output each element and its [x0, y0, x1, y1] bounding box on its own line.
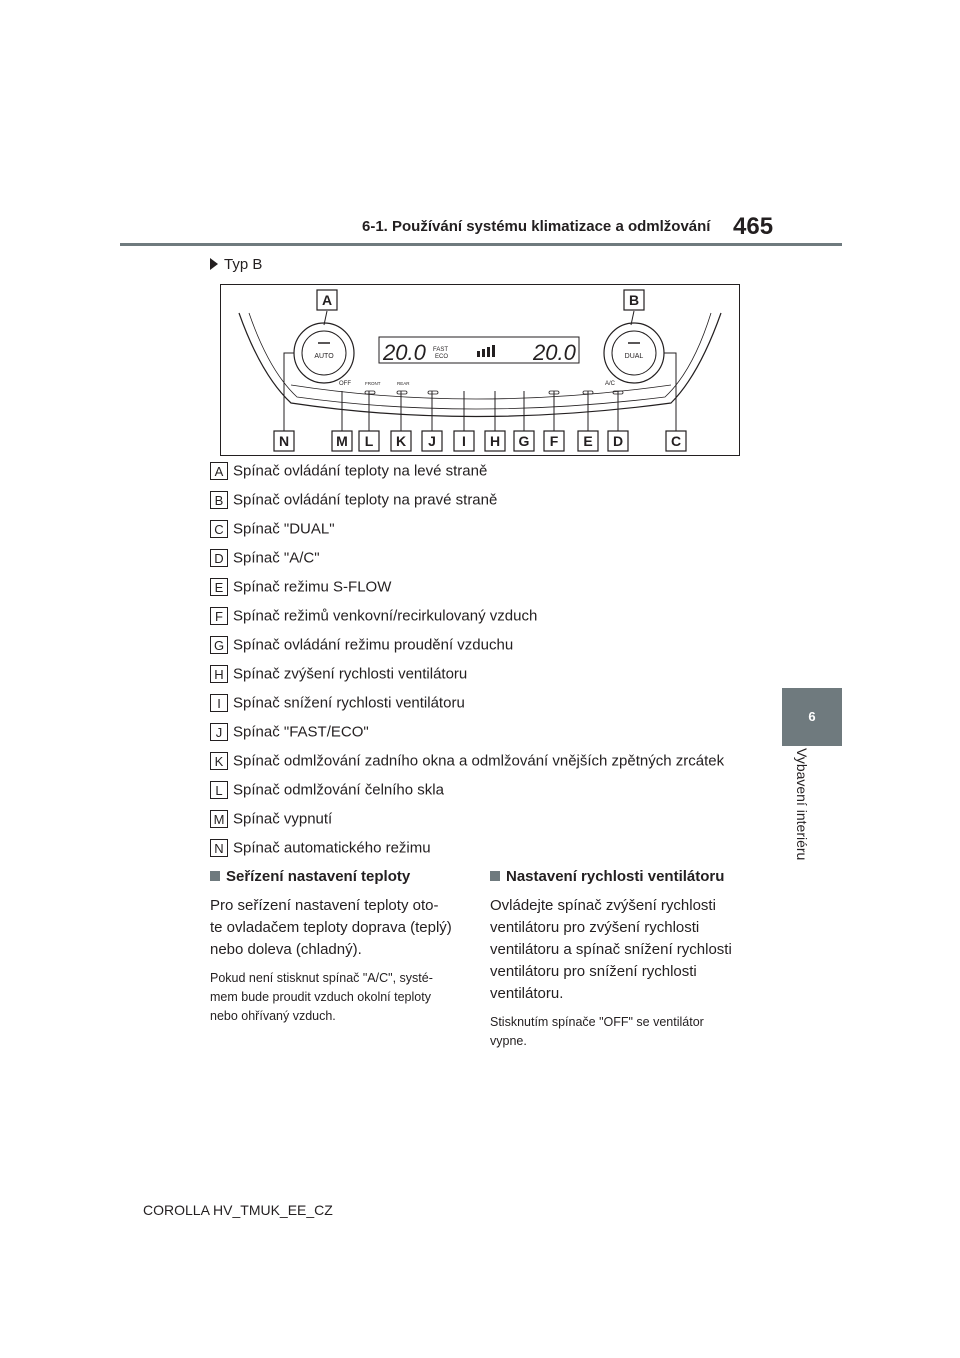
- callout-a: [317, 290, 337, 310]
- legend-item: L Spínač odmlžování čelního skla: [210, 781, 444, 801]
- auto-label: AUTO: [314, 353, 334, 360]
- temperature-section: [210, 868, 455, 1026]
- svg-text:N: N: [278, 433, 290, 449]
- legend-item: D Spínač "A/C": [210, 549, 320, 569]
- ac-label: A/C: [605, 381, 616, 387]
- callout-i: [454, 431, 474, 451]
- page-number: 465: [733, 213, 774, 240]
- callout-n: [274, 431, 294, 451]
- off-label: OFF: [339, 381, 351, 387]
- type-label: Typ B: [210, 256, 262, 273]
- callout-d: [608, 431, 628, 451]
- section-body: Pro seřízení nastavení teploty oto- te ovladačem teploty doprava (teplý) nebo doleva (chladný).: [210, 897, 452, 958]
- section-title: 6-1. Používání systému klimatizace a odmlžování: [362, 218, 711, 235]
- climate-panel-illustration: [221, 285, 739, 455]
- fast-label: FAST: [433, 347, 449, 353]
- legend-item: M Spínač vypnutí: [210, 810, 332, 830]
- legend-item: N Spínač automatického režimu: [210, 839, 431, 859]
- svg-text:E: E: [583, 433, 593, 449]
- callout-k: [391, 431, 411, 451]
- legend-item: H Spínač zvýšení rychlosti ventilátoru: [210, 665, 467, 685]
- section-note: Pokud není stisknut spínač "A/C", systé- mem bude proudit vzduch okolní teploty nebo ohřívaný vzduch.: [210, 971, 433, 1023]
- legend-item: J Spínač "FAST/ECO": [210, 723, 369, 743]
- legend-item: K Spínač odmlžování zadního okna a odmlžování vnějších zpětných zrcátek: [210, 752, 724, 772]
- section-note: Stisknutím spínače "OFF" se ventilátor vypne.: [490, 1015, 704, 1048]
- footer-model-code: COROLLA HV_TMUK_EE_CZ: [143, 1202, 333, 1218]
- svg-text:A: A: [321, 292, 333, 308]
- svg-text:D: D: [612, 433, 624, 449]
- svg-text:H: H: [489, 433, 501, 449]
- legend-item: C Spínač "DUAL": [210, 520, 335, 540]
- legend-item: E Spínač režimu S-FLOW: [210, 578, 391, 598]
- svg-text:K: K: [395, 433, 407, 449]
- triangle-arrow-icon: [210, 258, 218, 270]
- temp-right: 20.0: [533, 340, 576, 365]
- svg-text:G: G: [518, 433, 530, 449]
- callout-c: [666, 431, 686, 451]
- section-heading: Nastavení rychlosti ventilátoru: [490, 868, 735, 885]
- svg-text:M: M: [336, 433, 348, 449]
- eco-label: ECO: [435, 354, 449, 360]
- square-bullet-icon: [490, 871, 500, 881]
- square-bullet-icon: [210, 871, 220, 881]
- chapter-tab: 6: [782, 688, 842, 746]
- legend-item: G Spínač ovládání režimu proudění vzduchu: [210, 636, 513, 656]
- callout-b: [624, 290, 644, 310]
- svg-text:J: J: [428, 433, 436, 449]
- front-label: FRONT: [365, 381, 381, 386]
- fan-speed-section: [490, 868, 735, 1051]
- header-rule: [120, 243, 842, 246]
- callout-f: [544, 431, 564, 451]
- section-body: Ovládejte spínač zvýšení rychlosti ventilátoru pro zvýšení rychlosti ventilátoru a spínač snížení rychlosti ventilátoru pro snížení rychlosti ventilátoru.: [490, 897, 732, 1002]
- legend-item: B Spínač ovládání teploty na pravé straně: [210, 491, 497, 511]
- svg-text:F: F: [549, 433, 559, 449]
- callout-h: [485, 431, 505, 451]
- svg-text:B: B: [628, 292, 640, 308]
- callout-g: [514, 431, 534, 451]
- callout-e: [578, 431, 598, 451]
- dual-label: DUAL: [624, 353, 644, 360]
- callout-j: [422, 431, 442, 451]
- legend-item: A Spínač ovládání teploty na levé straně: [210, 462, 487, 482]
- rear-label: REAR: [397, 381, 410, 386]
- svg-text:L: L: [364, 433, 374, 449]
- legend-item: I Spínač snížení rychlosti ventilátoru: [210, 694, 465, 714]
- svg-text:I: I: [462, 433, 466, 449]
- chapter-label: Vybavení interiéru: [794, 748, 810, 861]
- callout-l: [359, 431, 379, 451]
- svg-text:C: C: [670, 433, 682, 449]
- climate-panel-figure: [220, 284, 740, 456]
- legend-item: F Spínač režimů venkovní/recirkulovaný vzduch: [210, 607, 537, 627]
- temp-left: 20.0: [383, 340, 426, 365]
- section-heading: Seřízení nastavení teploty: [210, 868, 455, 885]
- callout-m: [332, 431, 352, 451]
